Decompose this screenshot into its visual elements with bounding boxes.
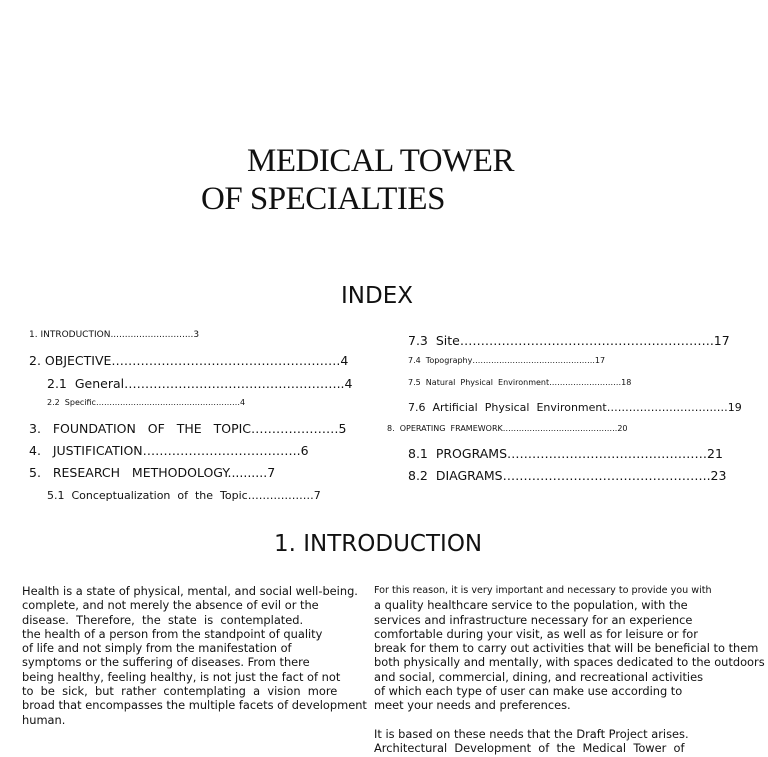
paragraph-line: and social, commercial, dining, and recreational activities [374,669,704,684]
section-heading-introduction: 1. INTRODUCTION [274,531,483,557]
toc-entry-diagrams: 8.2 DIAGRAMS…………………………………………..23 [408,468,727,483]
toc-entry-natural-physical-environment: 7.5 Natural Physical Environment………………………18 [408,378,632,387]
toc-entry-conceptualization: 5.1 Conceptualization of the Topic………………7 [47,489,321,502]
toc-entry-artificial-physical-environment: 7.6 Artificial Physical Environment……………………………19 [408,401,742,414]
paragraph-line: meet your needs and preferences. [374,698,571,713]
paragraph-line: human. [22,712,66,727]
intro-paragraph-right [374,584,764,713]
paragraph-line: break for them to carry out activities that will be beneficial to them [374,641,759,656]
paragraph-line: both physically and mentally, with spaces dedicated to the outdoors [374,655,765,670]
paragraph-line: It is based on these needs that the Draft Project arises. [374,727,689,741]
paragraph-line: services and infrastructure necessary for an experience [374,612,693,627]
toc-entry-operating-framework: 8. OPERATING FRAMEWORK…………………………………….20 [387,424,628,433]
toc-entry-topography: 7.4 Topography……………………………………….17 [408,356,606,365]
toc-entry-general: 2.1 General……………………………………………..4 [47,376,353,391]
paragraph-line: broad that encompasses the multiple facets of development [22,698,367,713]
paragraph-line: a quality healthcare service to the population, with the [374,598,688,613]
paragraph-line: to be sick, but rather contemplating a vision more [22,684,338,699]
toc-entry-justification: 4. JUSTIFICATION………………………………..6 [29,443,309,458]
paragraph-line: symptoms or the suffering of diseases. From there [22,655,310,670]
toc-entry-introduction: 1. INTRODUCTION.............................3 [29,330,200,340]
toc-entry-research-methodology: 5. RESEARCH METHODOLOGY..........7 [29,465,276,480]
toc-entry-specific: 2.2 Specific………………………………………………4 [47,398,246,407]
paragraph-line: being healthy, feeling healthy, is not just the fact of not [22,669,341,684]
toc-entry-objective: 2. OBJECTIVE……………………………………………….4 [29,353,349,368]
paragraph-line: disease. Therefore, the state is contemplated. [22,612,304,627]
toc-entry-foundation: 3. FOUNDATION OF THE TOPIC…………………5 [29,421,347,436]
paragraph-line: Architectural Development of the Medical Tower of [374,741,685,756]
paragraph-line: of life and not simply from the manifestation of [22,641,292,656]
paragraph-line: For this reason, it is very important and necessary to provide you with [374,585,712,596]
toc-entry-programs: 8.1 PROGRAMS…………………………………………21 [408,446,723,461]
paragraph-line: comfortable during your visit, as well as for leisure or for [374,626,698,641]
document-title-line-1: MEDICAL TOWER [247,143,514,179]
toc-entry-site: 7.3 Site…………………………………………………….17 [408,333,730,348]
document-title-line-2: OF SPECIALTIES [201,181,445,217]
paragraph-line: the health of a person from the standpoint of quality [22,626,323,641]
paragraph-line: of which each type of user can make use according to [374,684,683,699]
paragraph-line: Health is a state of physical, mental, and social well-being. [22,584,358,598]
index-heading: INDEX [341,283,413,309]
intro-paragraph-left [22,584,370,727]
paragraph-line: complete, and not merely the absence of evil or the [22,598,319,613]
intro-paragraph-right-2 [374,727,764,756]
